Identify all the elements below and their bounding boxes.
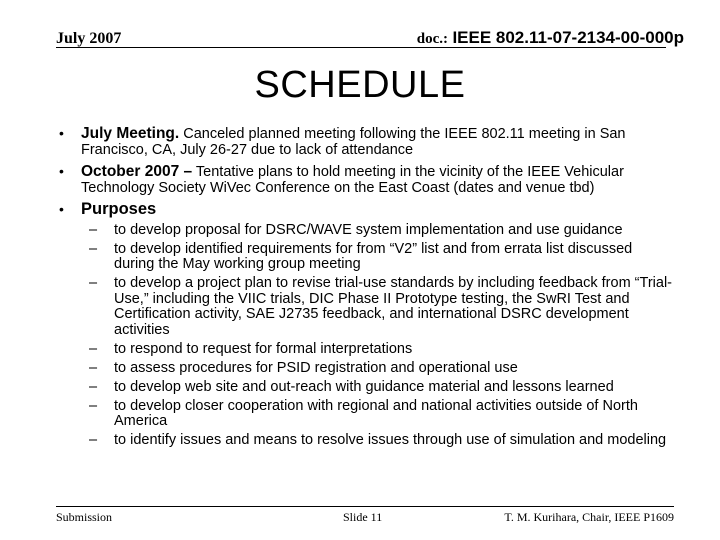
bullet-icon: •: [59, 125, 64, 141]
header-date: July 2007: [56, 30, 122, 47]
dash-icon: –: [89, 240, 98, 257]
dash-icon: –: [89, 378, 98, 395]
purpose-text: to respond to request for formal interpretations: [114, 340, 413, 357]
dash-icon: –: [89, 397, 98, 414]
dash-icon: –: [89, 221, 98, 238]
item-text: Canceled planned meeting following the IEEE 802.11 meeting in San Francisco, CA, July 26-27 due to lack of attendance: [81, 126, 626, 158]
dash-icon: –: [89, 432, 98, 448]
bullet-icon: •: [59, 201, 64, 217]
list-item: [89, 276, 672, 338]
list-item: [89, 380, 672, 396]
list-item: [89, 223, 672, 239]
dash-icon: –: [89, 275, 98, 291]
purpose-text: to develop closer cooperation with regional and national activities outside of North America: [114, 397, 638, 429]
purpose-text: to develop identified requirements for from “V2” list and from errata list discussed during the May working group meeting: [114, 240, 633, 272]
item-text: Tentative plans to hold meeting in the vicinity of the IEEE Vehicular Technology Society WiVec Conference on the East Coast (dates and venue tbd): [81, 164, 624, 196]
doc-prefix: doc.:: [416, 31, 448, 47]
header-doc-id: [417, 28, 684, 48]
purpose-text: to develop proposal for DSRC/WAVE system implementation and use guidance: [114, 221, 623, 238]
slide-title: SCHEDULE: [254, 64, 466, 106]
dash-icon: –: [89, 359, 98, 376]
bullet-icon: •: [59, 163, 64, 179]
header-divider: [56, 47, 666, 48]
list-item: [89, 361, 672, 377]
footer-slide-number: Slide 11: [343, 510, 383, 524]
bullet-item-october-2007: [56, 164, 672, 196]
doc-number: IEEE 802.11-07-2134-00-000p: [452, 28, 684, 47]
item-lead: October 2007 –: [81, 163, 193, 180]
purpose-text: to assess procedures for PSID registration and operational use: [114, 359, 518, 376]
purpose-text: to identify issues and means to resolve issues through use of simulation and modeling: [114, 432, 667, 448]
list-item: [89, 433, 672, 449]
list-item: [89, 242, 672, 273]
purpose-text: to develop web site and out-reach with guidance material and lessons learned: [114, 378, 614, 395]
list-item: [89, 342, 672, 358]
dash-icon: –: [89, 340, 98, 357]
item-lead: Purposes: [81, 200, 157, 218]
bullet-item-purposes: [56, 202, 672, 219]
footer-author: T. M. Kurihara, Chair, IEEE P1609: [504, 510, 674, 524]
slide-body: [56, 126, 672, 452]
footer-submission: Submission: [56, 510, 113, 524]
purposes-list: [56, 223, 672, 449]
list-item: [89, 399, 672, 430]
item-lead: July Meeting.: [81, 125, 180, 142]
footer-divider: [56, 506, 674, 507]
purpose-text: to develop a project plan to revise trial-use standards by including feedback from “Trial-Use,” including the VIIC trials, DIC Phase II Prototype testing, the SwRI Test and Certification activity, SAE J2735 feedback, and international DSRC development activities: [114, 275, 672, 338]
bullet-item-july-meeting: [56, 126, 672, 158]
